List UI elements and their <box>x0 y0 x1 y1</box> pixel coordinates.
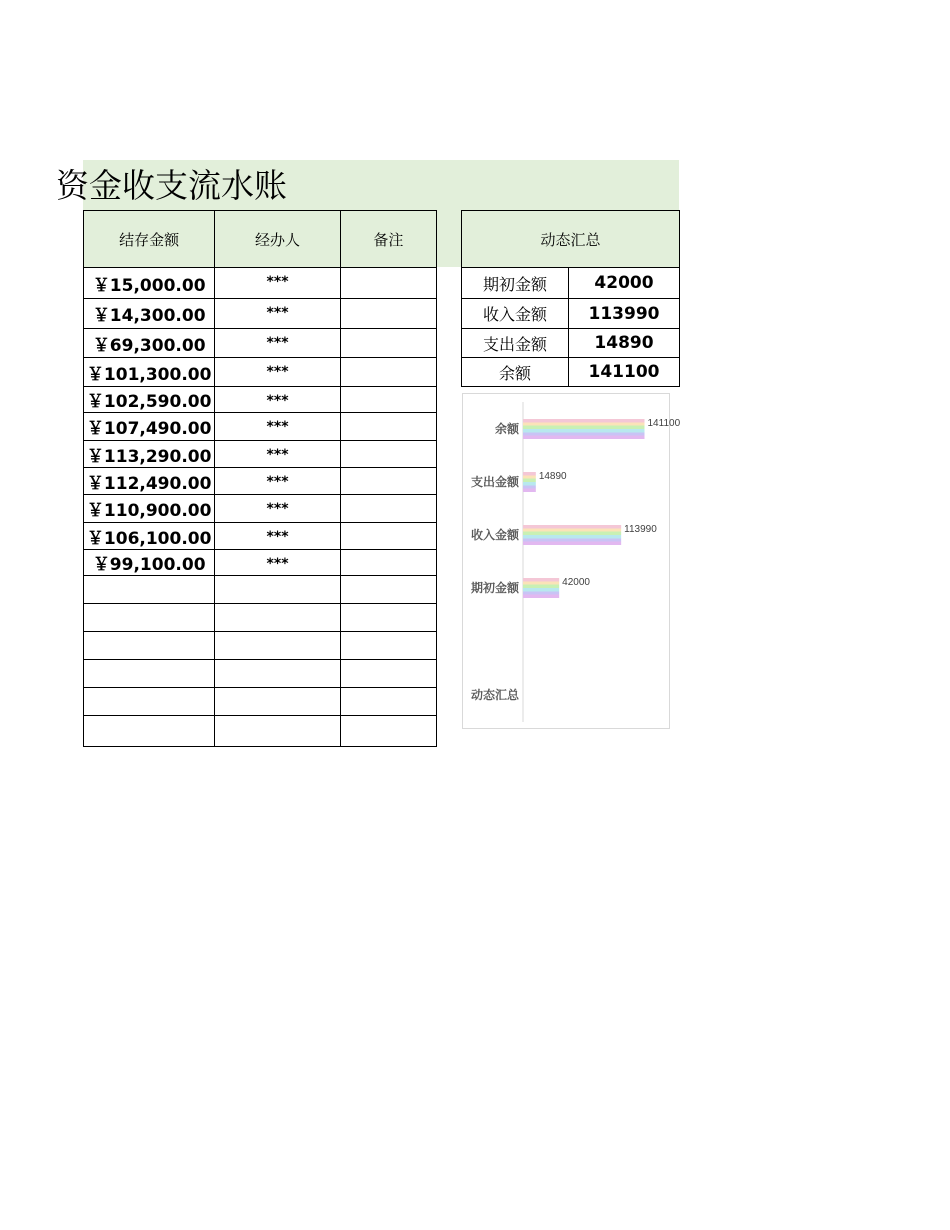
table-row <box>84 329 437 358</box>
handler-cell[interactable]: *** <box>215 268 340 299</box>
handler-cell[interactable]: *** <box>215 387 340 413</box>
chart-data-label: 14890 <box>538 471 567 482</box>
ledger-header-cell: 备注 <box>340 211 436 268</box>
summary-value-cell[interactable]: 14890 <box>569 329 680 358</box>
balance-cell[interactable]: ￥101,300.00 <box>84 358 215 387</box>
handler-cell[interactable]: *** <box>215 299 340 329</box>
note-cell[interactable] <box>340 413 436 441</box>
note-cell[interactable] <box>340 329 436 358</box>
balance-cell[interactable]: ￥15,000.00 <box>84 268 215 299</box>
note-cell[interactable] <box>340 495 436 523</box>
table-row <box>84 660 437 688</box>
note-cell[interactable] <box>340 441 436 468</box>
handler-cell[interactable] <box>215 604 340 632</box>
summary-header: 动态汇总 <box>462 211 680 268</box>
summary-label-cell[interactable]: 余额 <box>462 358 569 387</box>
balance-cell[interactable] <box>84 604 215 632</box>
table-row <box>84 387 437 413</box>
balance-cell[interactable]: ￥113,290.00 <box>84 441 215 468</box>
balance-cell[interactable]: ￥99,100.00 <box>84 550 215 576</box>
balance-cell[interactable] <box>84 716 215 747</box>
table-row <box>84 550 437 576</box>
summary-value-cell[interactable]: 141100 <box>569 358 680 387</box>
note-cell[interactable] <box>340 660 436 688</box>
table-row <box>84 495 437 523</box>
table-row <box>84 268 437 299</box>
handler-cell[interactable] <box>215 632 340 660</box>
summary-table <box>461 210 680 387</box>
balance-cell[interactable] <box>84 576 215 604</box>
table-row <box>462 268 680 299</box>
note-cell[interactable] <box>340 387 436 413</box>
handler-cell[interactable]: *** <box>215 468 340 495</box>
balance-cell[interactable]: ￥102,590.00 <box>84 387 215 413</box>
handler-cell[interactable] <box>215 576 340 604</box>
handler-cell[interactable]: *** <box>215 441 340 468</box>
summary-label-cell[interactable]: 收入金额 <box>462 299 569 329</box>
table-row <box>84 441 437 468</box>
balance-cell[interactable] <box>84 632 215 660</box>
sheet-title: 资金收支流水账 <box>56 166 287 205</box>
note-cell[interactable] <box>340 523 436 550</box>
chart-category-label: 收入金额 <box>470 528 519 542</box>
table-row <box>84 716 437 747</box>
note-cell[interactable] <box>340 550 436 576</box>
table-row <box>84 413 437 441</box>
note-cell[interactable] <box>340 299 436 329</box>
balance-cell[interactable]: ￥106,100.00 <box>84 523 215 550</box>
balance-cell[interactable]: ￥110,900.00 <box>84 495 215 523</box>
balance-cell[interactable]: ￥69,300.00 <box>84 329 215 358</box>
handler-cell[interactable] <box>215 660 340 688</box>
note-cell[interactable] <box>340 468 436 495</box>
table-row <box>84 358 437 387</box>
chart-bar[interactable] <box>523 578 559 598</box>
note-cell[interactable] <box>340 716 436 747</box>
ledger-header-cell: 经办人 <box>215 211 340 268</box>
chart-canvas <box>463 394 681 728</box>
handler-cell[interactable]: *** <box>215 495 340 523</box>
summary-bar-chart[interactable] <box>462 393 681 729</box>
handler-cell[interactable]: *** <box>215 413 340 441</box>
handler-cell[interactable]: *** <box>215 523 340 550</box>
note-cell[interactable] <box>340 632 436 660</box>
summary-label-cell[interactable]: 期初金额 <box>462 268 569 299</box>
chart-bar[interactable] <box>523 525 621 545</box>
chart-data-label: 113990 <box>624 524 657 535</box>
balance-cell[interactable]: ￥112,490.00 <box>84 468 215 495</box>
chart-category-label: 支出金额 <box>470 475 519 489</box>
table-row <box>462 358 680 387</box>
table-row <box>84 523 437 550</box>
handler-cell[interactable]: *** <box>215 329 340 358</box>
note-cell[interactable] <box>340 268 436 299</box>
handler-cell[interactable]: *** <box>215 358 340 387</box>
note-cell[interactable] <box>340 604 436 632</box>
table-row <box>84 576 437 604</box>
chart-category-label: 期初金额 <box>470 581 519 595</box>
summary-label-cell[interactable]: 支出金额 <box>462 329 569 358</box>
ledger-header-cell: 结存金额 <box>84 211 215 268</box>
summary-value-cell[interactable]: 42000 <box>569 268 680 299</box>
table-row <box>462 329 680 358</box>
chart-category-label: 余额 <box>494 422 519 436</box>
note-cell[interactable] <box>340 576 436 604</box>
table-row <box>84 632 437 660</box>
note-cell[interactable] <box>340 688 436 716</box>
balance-cell[interactable] <box>84 660 215 688</box>
title-cell <box>56 160 356 210</box>
note-cell[interactable] <box>340 358 436 387</box>
handler-cell[interactable] <box>215 716 340 747</box>
chart-category-label: 动态汇总 <box>470 688 519 702</box>
chart-bar[interactable] <box>523 419 645 439</box>
chart-bar[interactable] <box>523 472 536 492</box>
chart-data-label: 141100 <box>647 418 681 429</box>
handler-cell[interactable] <box>215 688 340 716</box>
table-row <box>84 604 437 632</box>
table-row <box>84 468 437 495</box>
chart-data-label: 42000 <box>562 577 590 588</box>
table-row <box>84 299 437 329</box>
handler-cell[interactable]: *** <box>215 550 340 576</box>
table-row <box>84 688 437 716</box>
ledger-table <box>83 210 437 747</box>
balance-cell[interactable] <box>84 688 215 716</box>
table-row <box>462 299 680 329</box>
balance-cell[interactable]: ￥14,300.00 <box>84 299 215 329</box>
balance-cell[interactable]: ￥107,490.00 <box>84 413 215 441</box>
summary-value-cell[interactable]: 113990 <box>569 299 680 329</box>
